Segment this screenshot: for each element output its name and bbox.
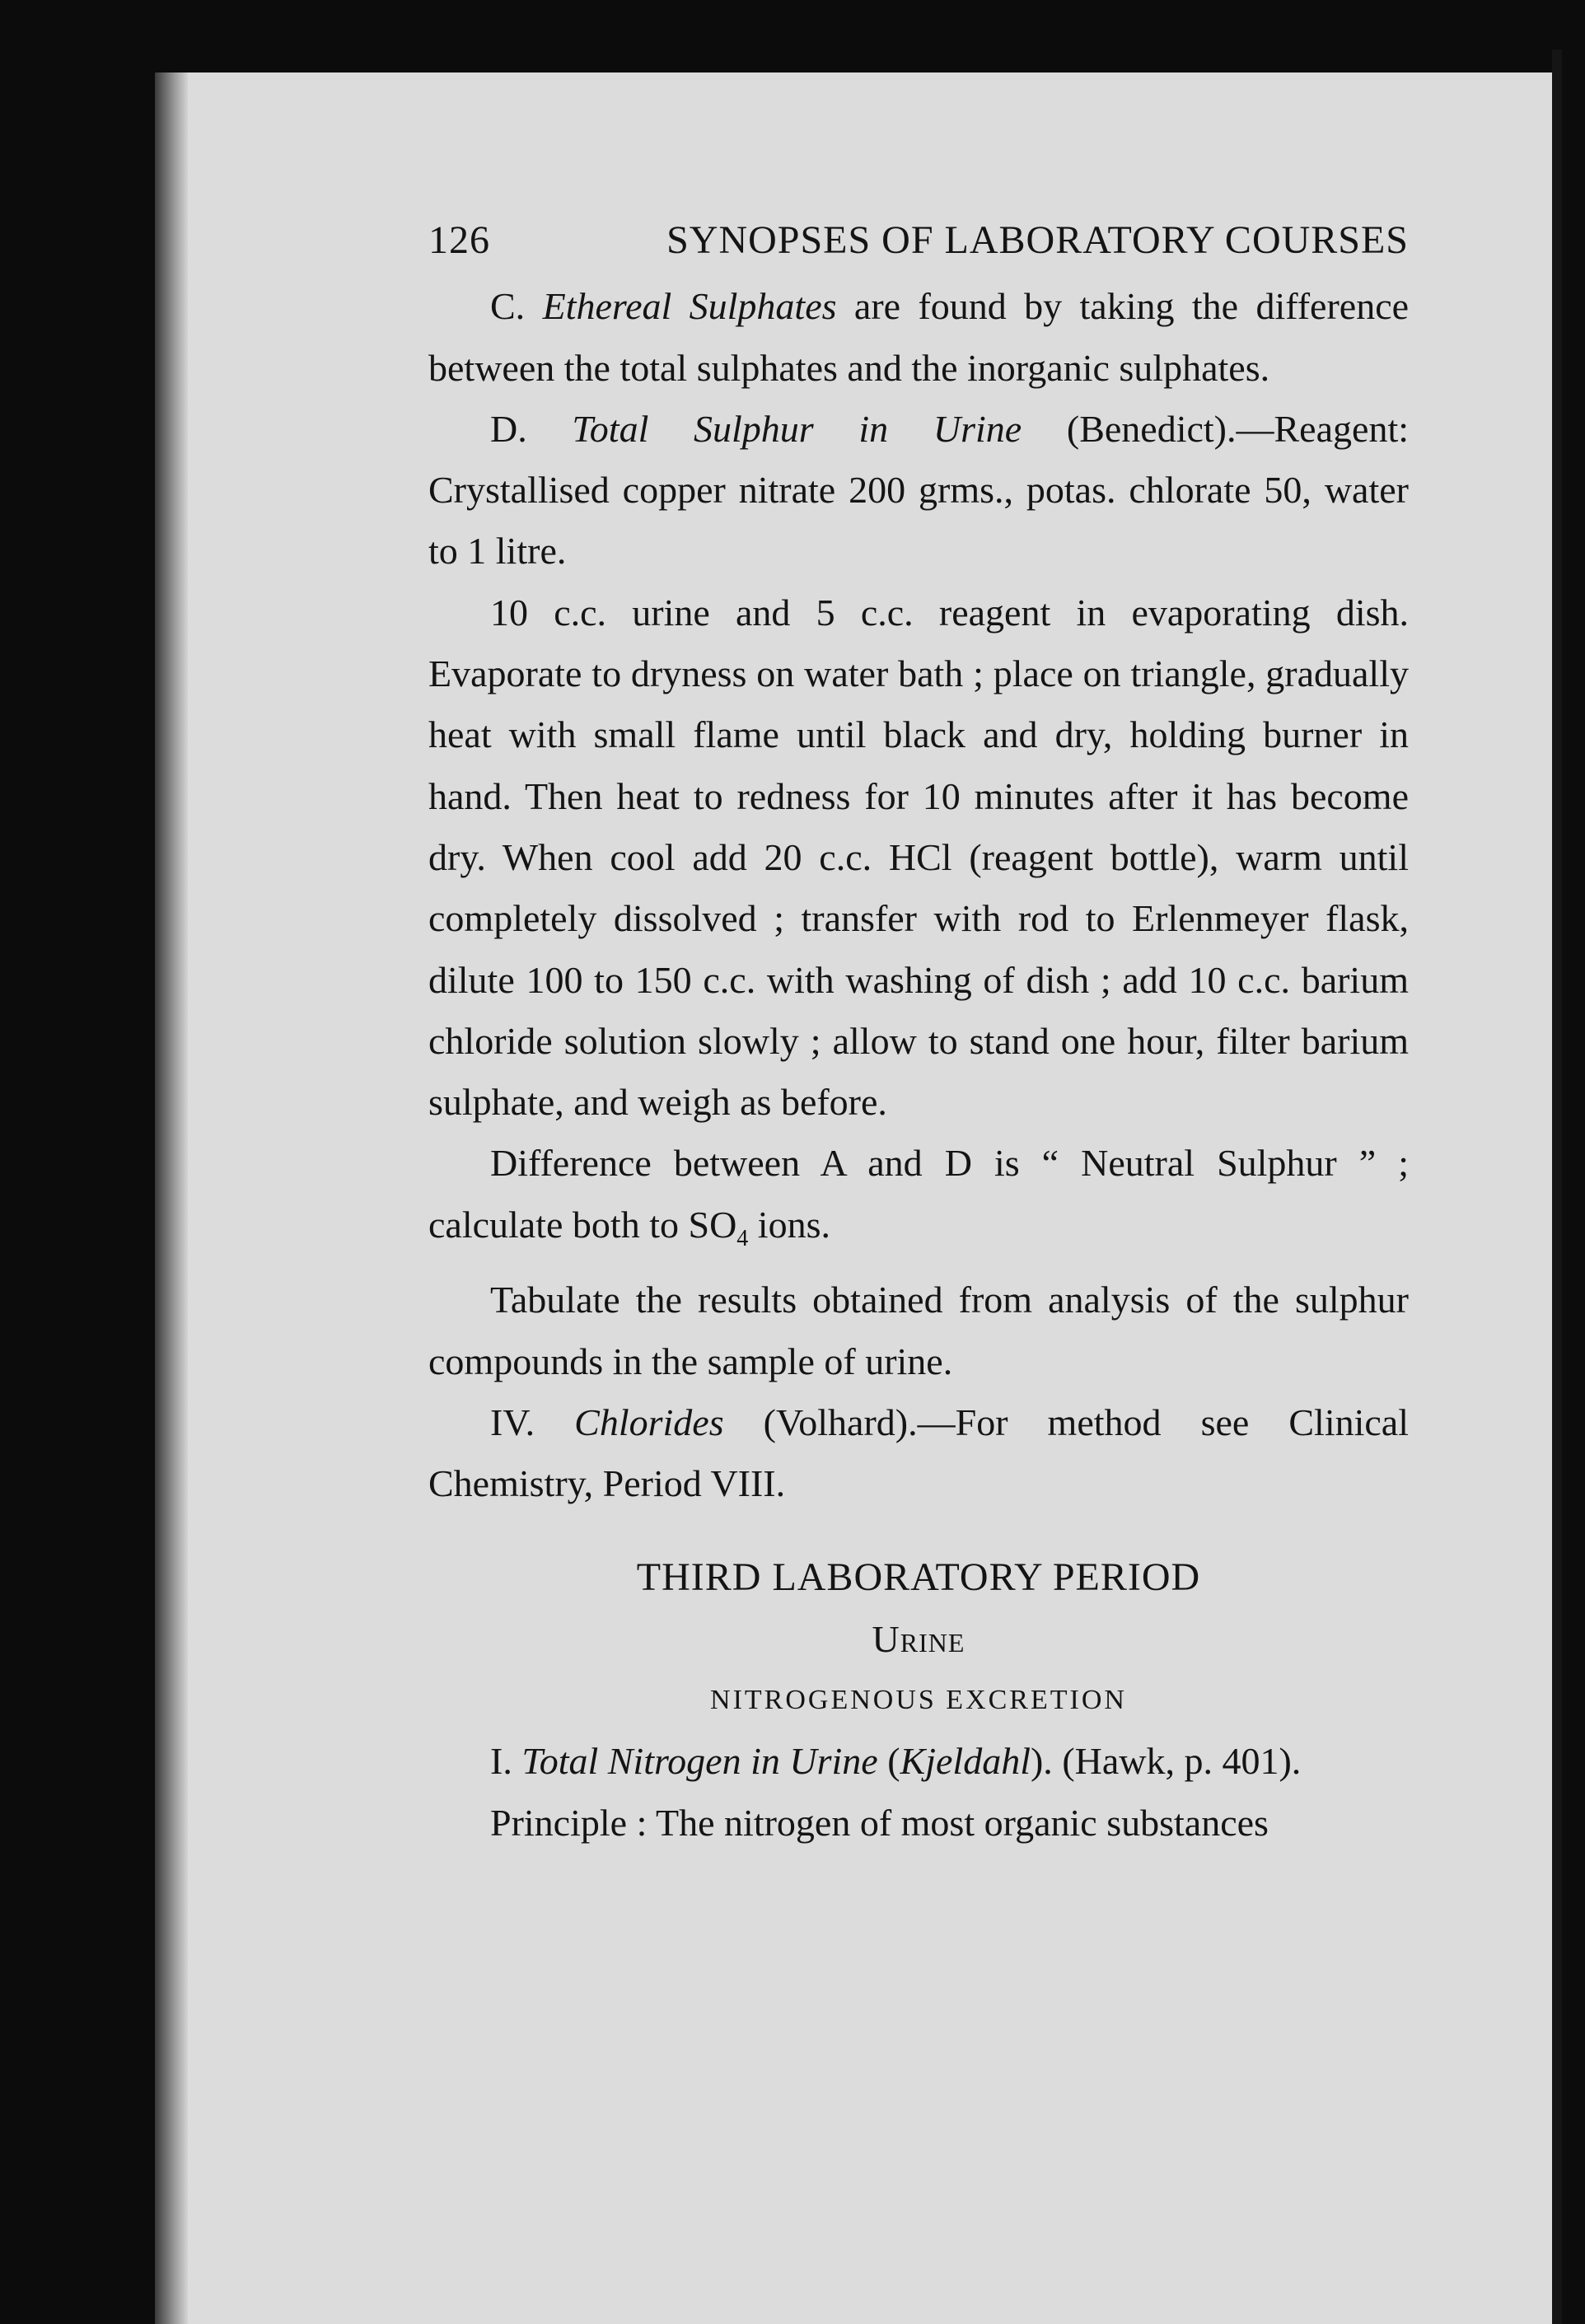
paren-close: ). <box>1030 1740 1053 1783</box>
subscript: 4 <box>736 1225 749 1251</box>
running-header <box>428 210 1409 271</box>
paragraph-principle: Principle : The nitrogen of most organic substances <box>490 1801 1269 1844</box>
subject-heading: Urine <box>872 1617 965 1660</box>
running-title: SYNOPSES OF LABORATORY COURSES <box>666 218 1409 262</box>
topic-heading: NITROGENOUS EXCRETION <box>710 1685 1127 1716</box>
page-right-edge <box>1552 49 1562 2324</box>
page-text <box>428 210 1409 1854</box>
paragraph-text: Difference between A and D is “ Neutral Sulphur ” ; calculate both to SO <box>428 1142 1409 1246</box>
paragraph-total-sulphur <box>428 399 1409 582</box>
paragraph-chlorides <box>428 1392 1409 1515</box>
section-label: IV. <box>490 1400 535 1443</box>
section-label: C. <box>490 285 526 328</box>
page-gutter-shadow <box>155 72 188 2324</box>
section-title: Total Sulphur in Urine <box>572 407 1022 450</box>
page-number: 126 <box>428 218 490 262</box>
paragraph-total-nitrogen <box>428 1731 1409 1792</box>
section-title: Ethereal Sulphates <box>542 285 837 328</box>
paragraph-tabulate: Tabulate the results obtained from analysis of the sulphur compounds in the sample of urine. <box>428 1279 1409 1382</box>
paragraph-procedure: 10 c.c. urine and 5 c.c. reagent in evaporating dish. Evaporate to dryness on water bath ; place on triangle, gradually heat with small flame until black and dry, holding burner in hand. Then heat to redness for 10 minutes after it has become dry. When cool add 20 c.c. HCl (reagent bottle), warm until completely dissolved ; transfer with rod to Erlenmeyer flask, dilute 100 to 150 c.c. with washing of dish ; add 10 c.c. barium chloride solution slowly ; allow to stand one hour, filter barium sulphate, and weigh as before. <box>428 591 1409 1124</box>
paragraph-neutral-sulphur <box>428 1133 1409 1270</box>
method-name: Kjeldahl <box>900 1740 1031 1783</box>
paragraph-text: (Hawk, p. 401). <box>1062 1740 1302 1783</box>
paragraph-text: (Benedict).—Reagent: Crystallised copper nitrate 200 grms., potas. chlorate 50, water to 1 litre. <box>428 407 1409 573</box>
paragraph-text: are found by taking the difference between the total sulphates and the inorganic sulphates. <box>428 285 1410 389</box>
paren-open: ( <box>887 1740 900 1783</box>
section-title: Chlorides <box>574 1400 724 1443</box>
section-label: I. <box>490 1740 512 1783</box>
section-label: D. <box>490 407 527 450</box>
paragraph-text-end: ions. <box>757 1203 830 1246</box>
section-title: Total Nitrogen in Urine <box>521 1740 878 1783</box>
period-heading: THIRD LABORATORY PERIOD <box>636 1555 1201 1600</box>
paragraph-text: (Volhard).—For method see Clinical Chemistry, Period VIII. <box>428 1400 1409 1505</box>
paragraph-ethereal-sulphates <box>428 276 1409 399</box>
